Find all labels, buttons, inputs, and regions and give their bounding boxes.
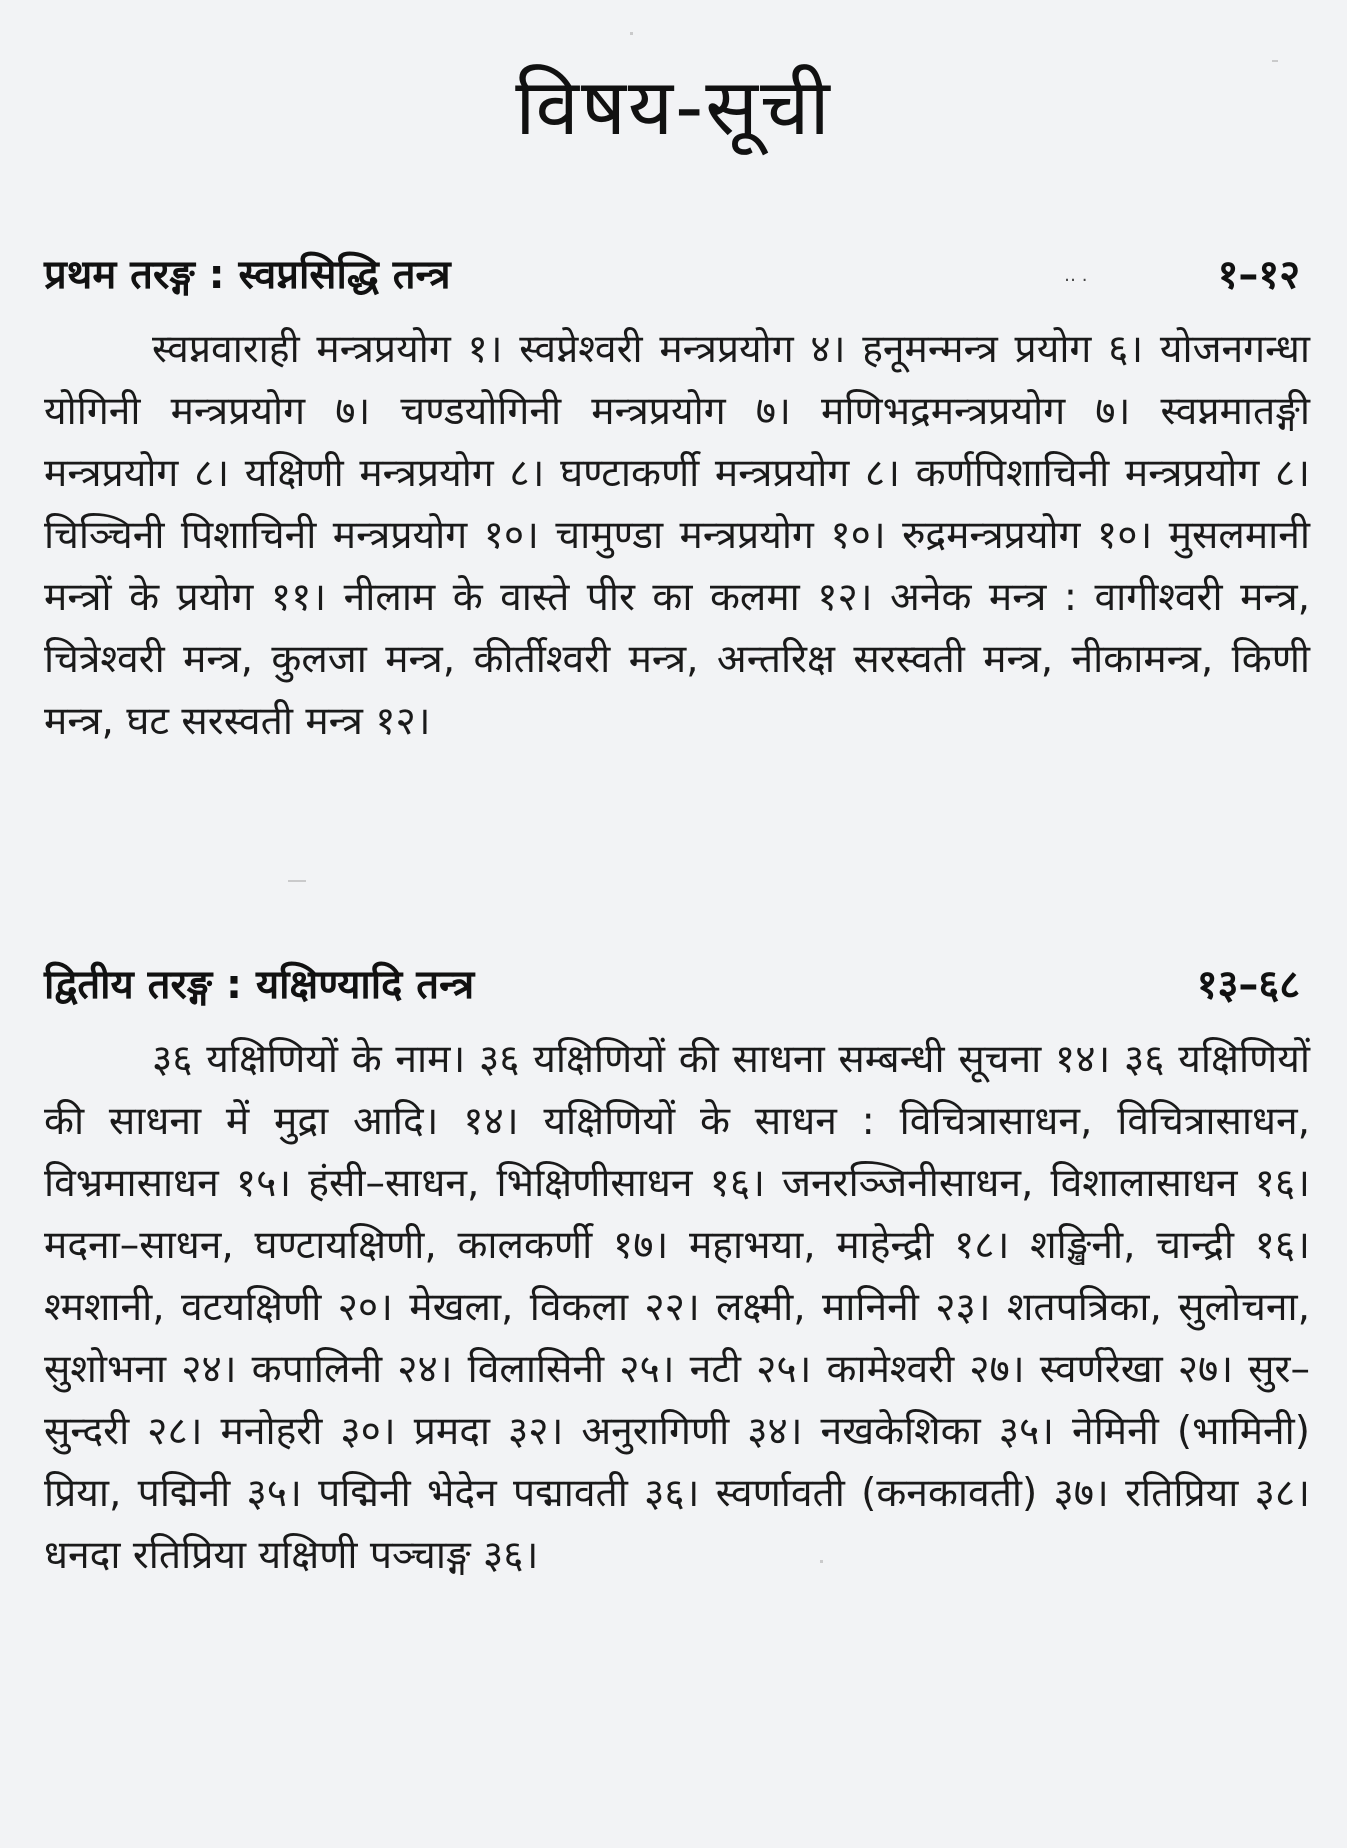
section-dvitiya-taranga — [44, 955, 1310, 1587]
section-title: द्वितीय तरङ्ग : यक्षिण्यादि तन्त्र — [44, 962, 475, 1008]
scan-speck — [630, 32, 633, 35]
section-body: स्वप्नवाराही मन्त्रप्रयोग १। स्वप्नेश्वरी मन्त्रप्रयोग ४। हनूमन्मन्त्र प्रयोग ६। योजनगन्धा योगिनी मन्त्रप्रयोग ७। चण्डयोगिनी मन्त्रप्रयोग ७। मणिभद्रमन्त्रप्रयोग ७। स्वप्नमातङ्गी मन्त्रप्रयोग ८। यक्षिणी मन्त्रप्रयोग ८। घण्टाकर्णी मन्त्रप्रयोग ८। कर्णपिशाचिनी मन्त्रप्रयोग ८। चिञ्चिनी पिशाचिनी मन्त्रप्रयोग १०। चामुण्डा मन्त्रप्रयोग १०। रुद्रमन्त्रप्रयोग १०। मुसलमानी मन्त्रों के प्रयोग ११। नीलाम के वास्ते पीर का कलमा १२। अनेक मन्त्र : वागीश्वरी मन्त्र, चित्रेश्वरी मन्त्र, कुलजा मन्त्र, कीर्तीश्वरी मन्त्र, अन्तरिक्ष सरस्वती मन्त्र, नीकामन्त्र, किणी मन्त्र, घट सरस्वती मन्त्र १२। — [44, 327, 1310, 744]
scan-speck — [288, 880, 306, 882]
section-header — [44, 245, 1310, 309]
section-page-range: १–१२ — [1217, 252, 1300, 298]
section-title: प्रथम तरङ्ग : स्वप्नसिद्धि तन्त्र — [44, 252, 451, 298]
section-body: ३६ यक्षिणियों के नाम। ३६ यक्षिणियों की साधना सम्बन्धी सूचना १४। ३६ यक्षिणियों की साधना में मुद्रा आदि। १४। यक्षिणियों के साधन : विचित्रासाधन, विचित्रासाधन, विभ्रमासाधन १५। हंसी–साधन, भिक्षिणीसाधन १६। जनरञ्जिनीसाधन, विशालासाधन १६। मदना–साधन, घण्टायक्षिणी, कालकर्णी १७। महाभया, माहेन्द्री १८। शङ्खिनी, चान्द्री १६। श्मशानी, वटयक्षिणी २०। मेखला, विकला २२। लक्ष्मी, मानिनी २३। शतपत्रिका, सुलोचना, सुशोभना २४। कपालिनी २४। विलासिनी २५। नटी २५। कामेश्वरी २७। स्वर्णरेखा २७। सुर–सुन्दरी २८। मनोहरी ३०। प्रमदा ३२। अनुरागिणी ३४। नखकेशिका ३५। नेमिनी (भामिनी) प्रिया, पद्मिनी ३५। पद्मिनी भेदेन पद्मावती ३६। स्वर्णावती (कनकावती) ३७। रतिप्रिया ३८। धनदा रतिप्रिया यक्षिणी पञ्चाङ्ग ३६। — [44, 1037, 1310, 1578]
scan-dots: ‥ . — [1064, 265, 1088, 286]
section-header — [44, 955, 1310, 1019]
section-prathama-taranga — [44, 245, 1310, 753]
section-page-range: १३–६८ — [1196, 962, 1300, 1008]
page-title: विषय-सूची — [515, 63, 832, 153]
